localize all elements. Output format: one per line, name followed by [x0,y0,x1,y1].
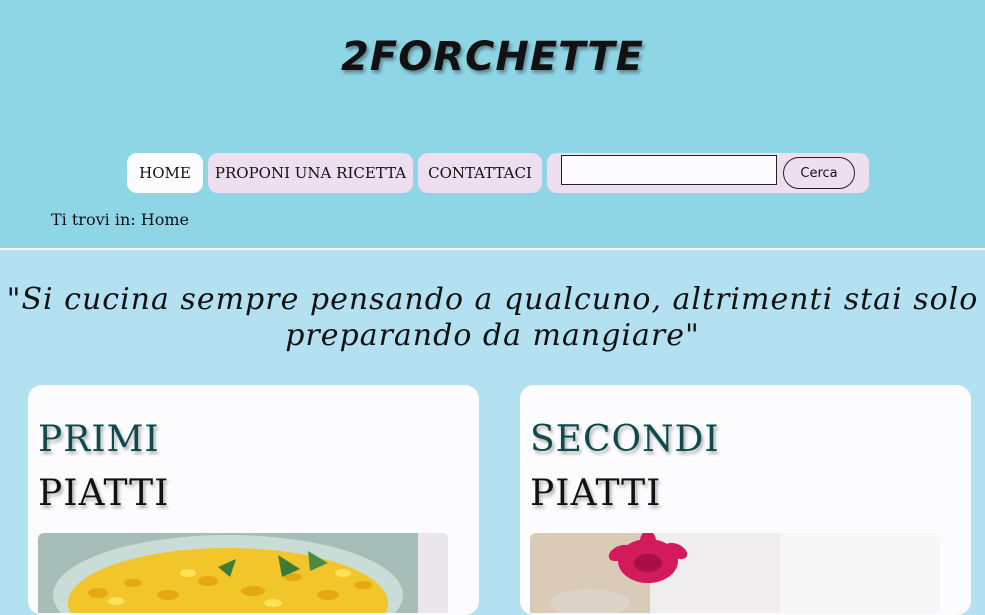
quote-open-mark: " [6,282,22,317]
nav-contattaci[interactable]: CONTATTACI [418,153,542,193]
quote-text: Si cucina sempre pensando a qualcuno, altrimenti stai solo preparando da mangiare [21,282,979,353]
quote [0,282,985,354]
flower-plate-image[interactable] [530,533,940,613]
card-secondi-piatti[interactable] [520,385,971,615]
search-input[interactable] [561,155,777,185]
main-nav [0,153,985,193]
search-button[interactable]: Cerca [783,157,855,189]
card-title-line2: PIATTI [38,473,170,514]
card-primi-piatti[interactable] [28,385,479,615]
site-header [0,0,985,250]
card-title-line1: SECONDI [530,419,720,460]
card-title [530,413,720,521]
nav-home[interactable]: HOME [127,153,203,193]
site-title: 2FORCHETTE [341,34,644,80]
card-title-line1: PRIMI [38,419,160,460]
quote-close-mark: " [685,318,700,353]
pasta-dish-image[interactable] [38,533,448,613]
nav-proponi-ricetta[interactable]: PROPONI UNA RICETTA [208,153,413,193]
breadcrumb-prefix: Ti trovi in: [51,210,136,229]
card-title [38,413,169,521]
search-form [547,153,869,193]
breadcrumb-current[interactable]: Home [140,210,189,229]
card-title-line2: PIATTI [530,473,662,514]
breadcrumb [51,210,189,229]
